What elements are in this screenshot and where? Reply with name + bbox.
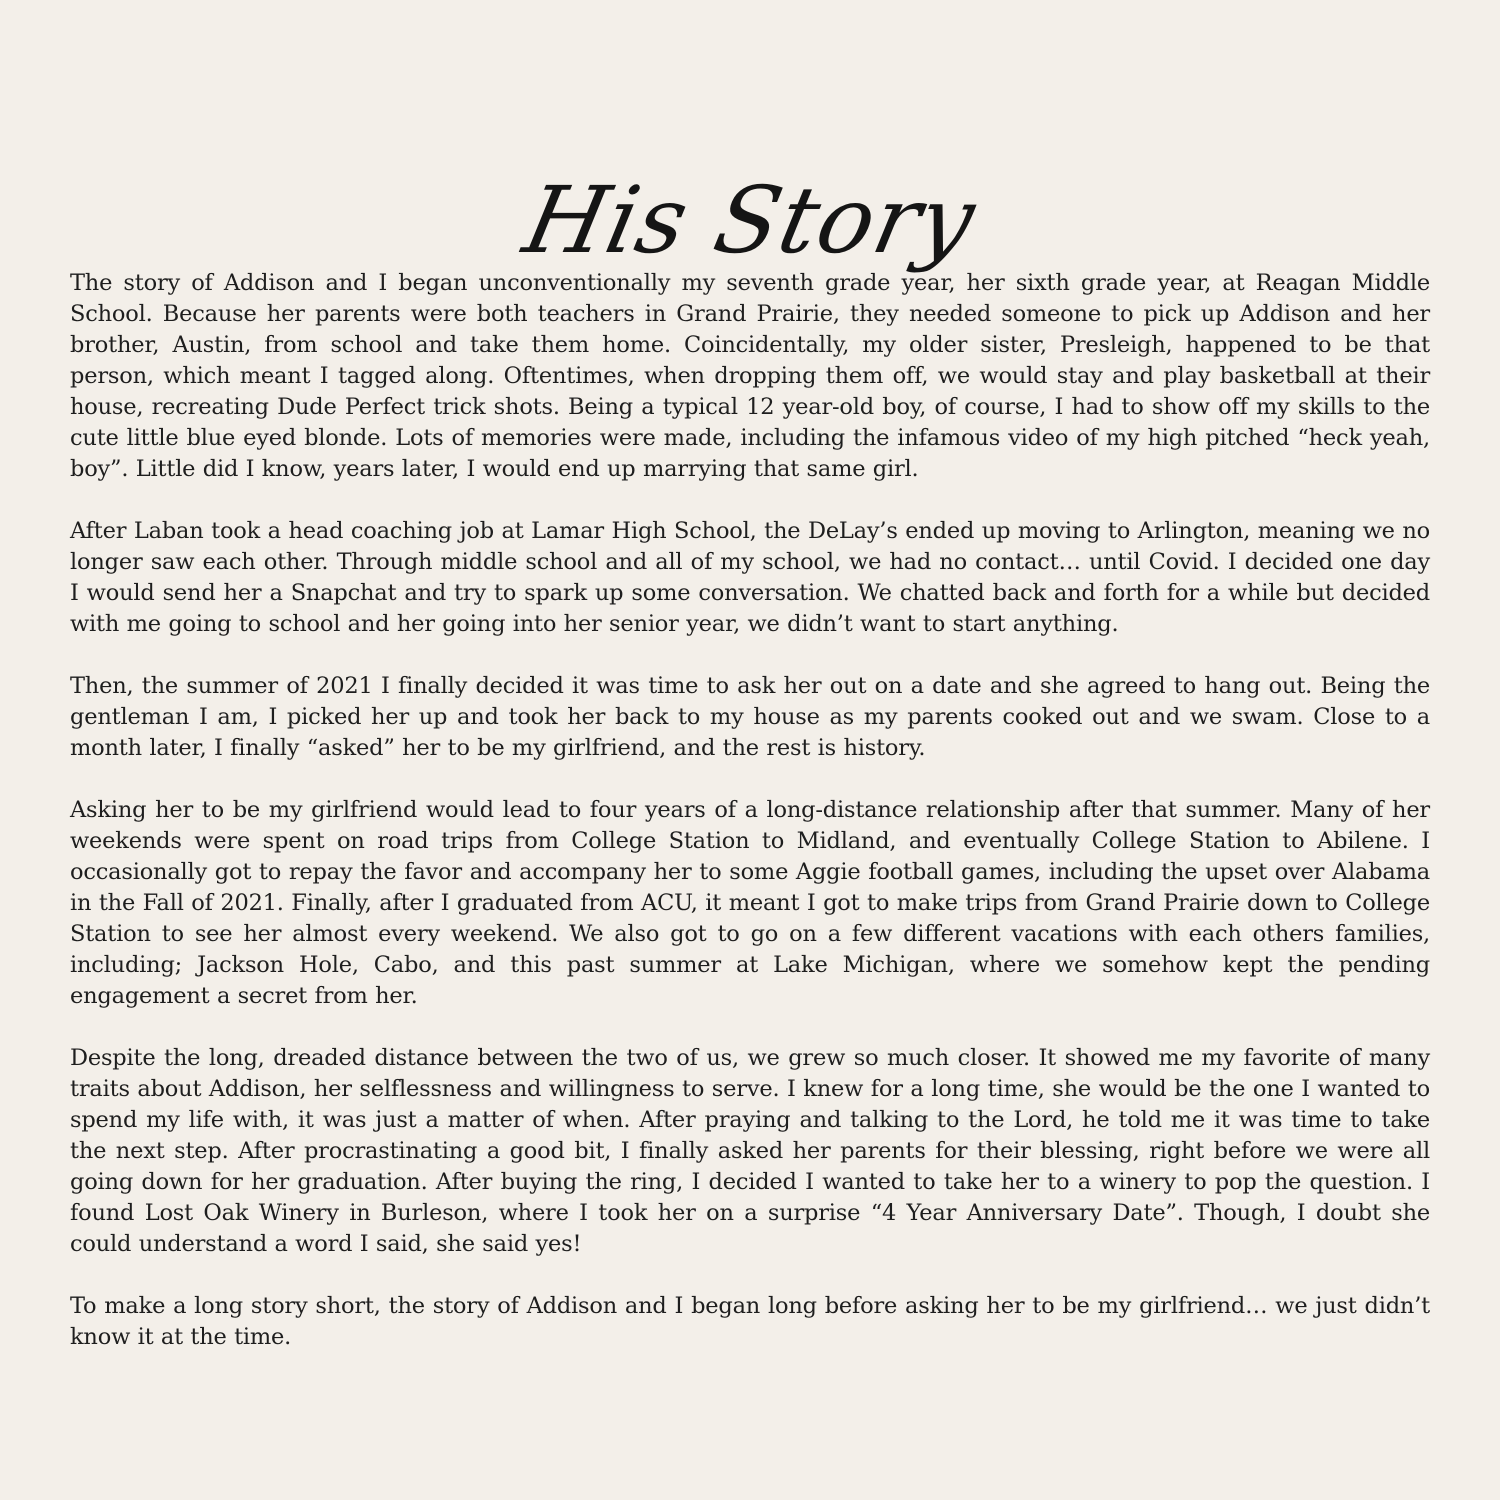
story-paragraph: Asking her to be my girlfriend would lead to four years of a long-distance relationship after that summer. Many of her weekends were spent on road trips from College Station to Midland, and eventually College Station to Abilene. I occasionally got to repay the favor and accompany her to some Aggie football games, including the upset over Alabama in the Fall of 2021. Finally, after I graduated from ACU, it meant I got to make trips from Grand Prairie down to College Station to see her almost every weekend. We also got to go on a few different vacations with each others families, including; Jackson Hole, Cabo, and this past summer at Lake Michigan, where we somehow kept the pending engagement a secret from her. [70, 797, 1430, 1009]
page-title: His Story [515, 166, 985, 274]
story-paragraph: To make a long story short, the story of Addison and I began long before asking her to be my girlfriend… we just didn’t know it at the time. [70, 1293, 1430, 1350]
story-paragraph: The story of Addison and I began unconventionally my seventh grade year, her sixth grade year, at Reagan Middle School. Because her parents were both teachers in Grand Prairie, they needed someone to pick up Addison and her brother, Austin, from school and take them home. Coincidentally, my older sister, Presleigh, happened to be that person, which meant I tagged along. Oftentimes, when dropping them off, we would stay and play basketball at their house, recreating Dude Perfect trick shots. Being a typical 12 year-old boy, of course, I had to show off my skills to the cute little blue eyed blonde. Lots of memories were made, including the infamous video of my high pitched “heck yeah, boy”. Little did I know, years later, I would end up marrying that same girl. [70, 270, 1430, 482]
story-paragraph: Then, the summer of 2021 I finally decided it was time to ask her out on a date and she agreed to hang out. Being the gentleman I am, I picked her up and took her back to my house as my parents cooked out and we swam. Close to a month later, I finally “asked” her to be my girlfriend, and the rest is history. [70, 673, 1430, 761]
story-body [70, 268, 1430, 1384]
story-paragraph: Despite the long, dreaded distance between the two of us, we grew so much closer. It showed me my favorite of many traits about Addison, her selflessness and willingness to serve. I knew for a long time, she would be the one I wanted to spend my life with, it was just a matter of when. After praying and talking to the Lord, he told me it was time to take the next step. After procrastinating a good bit, I finally asked her parents for their blessing, right before we were all going down for her graduation. After buying the ring, I decided I wanted to take her to a winery to pop the question. I found Lost Oak Winery in Burleson, where I took her on a surprise “4 Year Anniversary Date”. Though, I doubt she could understand a word I said, she said yes! [70, 1045, 1430, 1257]
story-paragraph: After Laban took a head coaching job at Lamar High School, the DeLay’s ended up moving to Arlington, meaning we no longer saw each other. Through middle school and all of my school, we had no contact… until Covid. I decided one day I would send her a Snapchat and try to spark up some conversation. We chatted back and forth for a while but decided with me going to school and her going into her senior year, we didn’t want to start anything. [70, 518, 1430, 637]
